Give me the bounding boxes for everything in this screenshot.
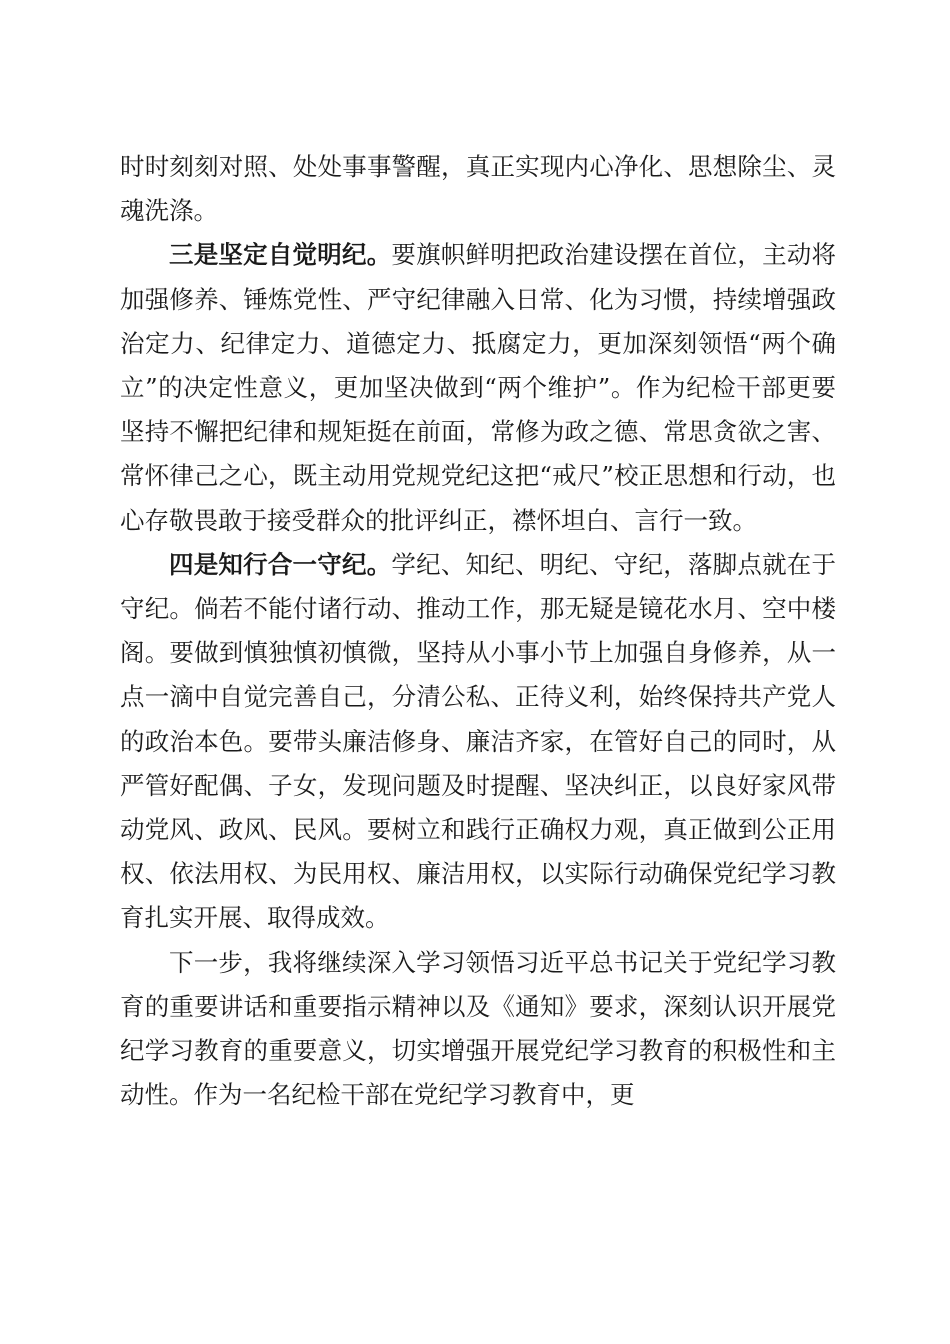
paragraph-continuation xyxy=(120,145,836,233)
paragraph-text: 学纪、知纪、明纪、守纪，落脚点就在于守纪。倘若不能付诸行动、推动工作，那无疑是镜花水月、空中楼阁。要做到慎独慎初慎微，坚持从小事小节上加强自身修养，从一点一滴中自觉完善自己，分清公私、正待义利，始终保持共产党人的政治本色。要带头廉洁修身、廉洁齐家，在管好自己的同时，从严管好配偶、子女，发现问题及时提醒、坚决纠正，以良好家风带动党风、政风、民风。要树立和践行正确权力观，真正做到公正用权、依法用权、为民用权、廉洁用权，以实际行动确保党纪学习教育扎实开展、取得成效。 xyxy=(120,549,837,933)
paragraph-lead: 四是知行合一守纪。 xyxy=(169,549,392,579)
paragraph-point-three xyxy=(120,233,836,542)
paragraph-lead: 三是坚定自觉明纪。 xyxy=(169,240,392,270)
paragraph-text: 下一步，我将继续深入学习领悟习近平总书记关于党纪学习教育的重要讲话和重要指示精神以及《通知》要求，深刻认识开展党纪学习教育的重要意义，切实增强开展党纪学习教育的积极性和主动性。作为一名纪检干部在党纪学习教育中，更 xyxy=(120,947,836,1110)
paragraph-text: 要旗帜鲜明把政治建设摆在首位，主动将加强修养、锤炼党性、严守纪律融入日常、化为习惯，持续增强政治定力、纪律定力、道德定力、抵腐定力，更加深刻领悟“两个确立”的决定性意义，更加坚决做到“两个维护”。作为纪检干部更要坚持不懈把纪律和规矩挺在前面，常修为政之德、常思贪欲之害、常怀律己之心，既主动用党规党纪这把“戒尺”校正思想和行动，也心存敬畏敢于接受群众的批评纠正，襟怀坦白、言行一致。 xyxy=(120,240,837,535)
paragraph-point-four xyxy=(120,543,836,941)
paragraph-next-step xyxy=(120,941,836,1118)
paragraph-text: 时时刻刻对照、处处事事警醒，真正实现内心净化、思想除尘、灵魂洗涤。 xyxy=(120,152,836,226)
document-body xyxy=(120,145,836,1117)
